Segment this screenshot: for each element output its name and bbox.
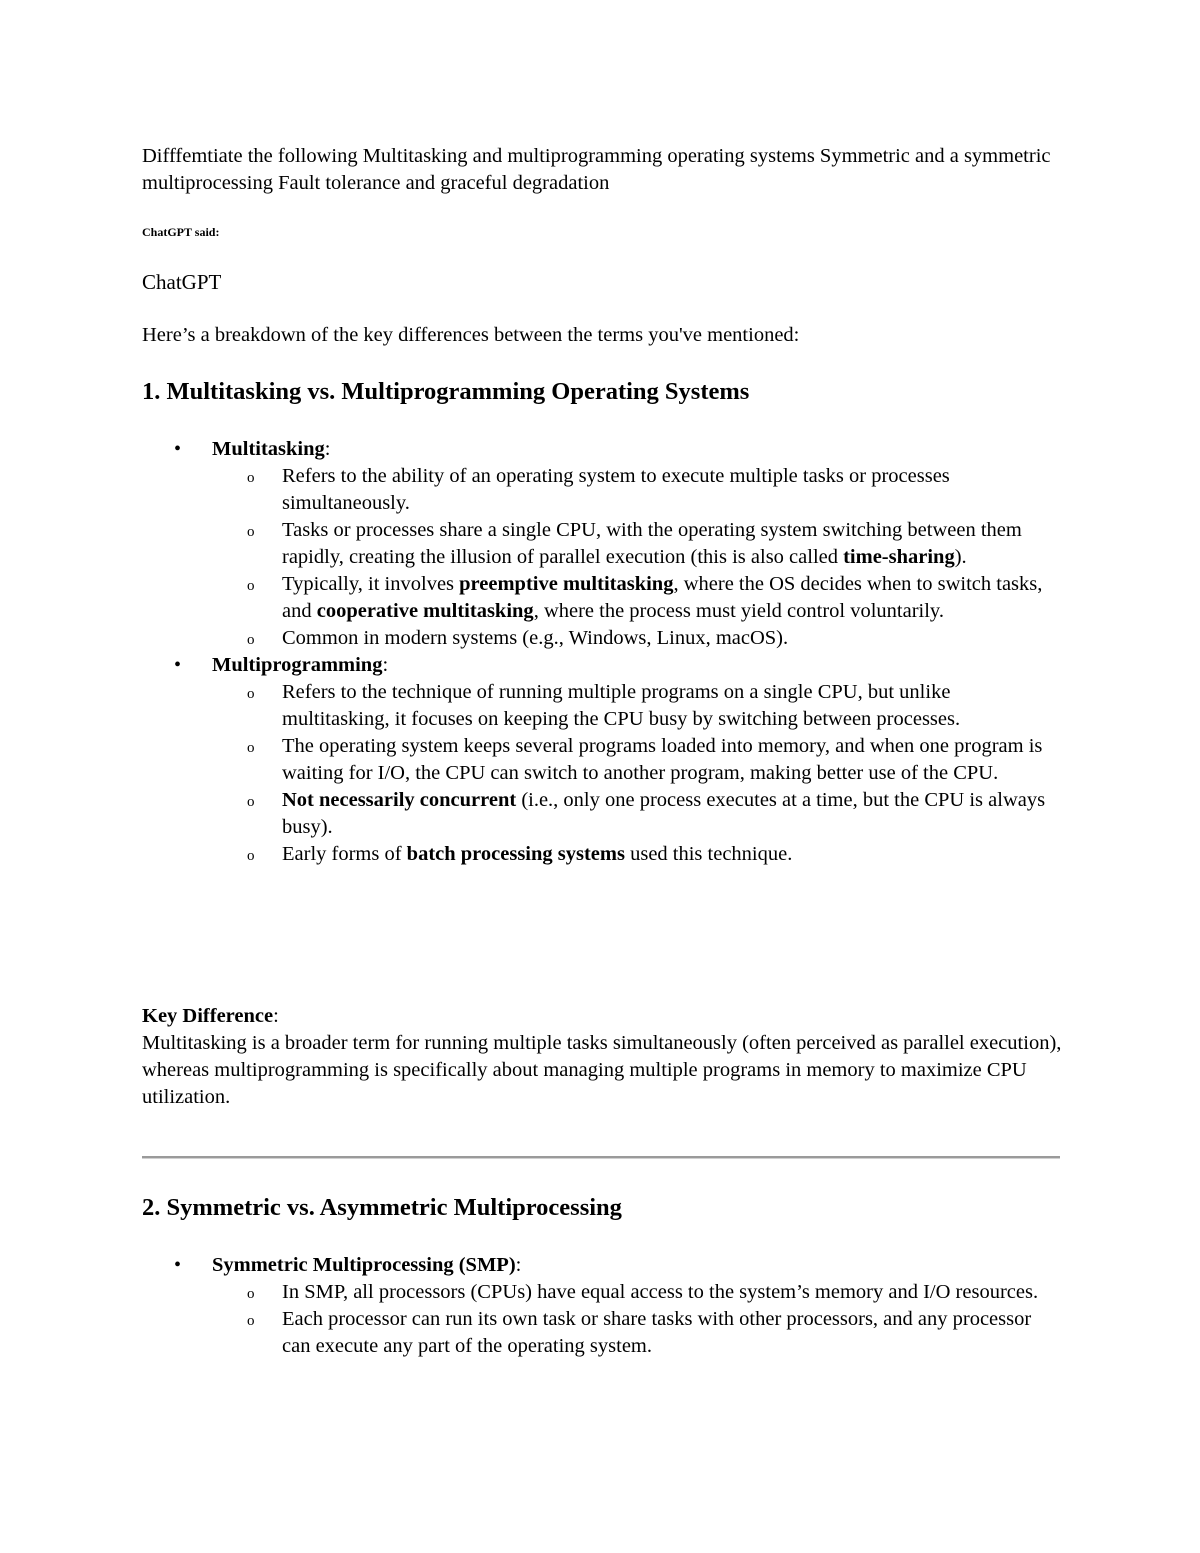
sub-bullet-icon: o bbox=[247, 632, 255, 648]
key-difference-colon: : bbox=[273, 1005, 279, 1027]
bold-term: time-sharing bbox=[843, 546, 955, 568]
bullet-icon: • bbox=[174, 654, 182, 676]
sub-list-item bbox=[142, 517, 1062, 571]
sub-list-item bbox=[142, 841, 1062, 868]
key-difference-label: Key Difference bbox=[142, 1005, 274, 1027]
section-1-heading: 1. Multitasking vs. Multiprogramming Operating Systems bbox=[142, 378, 750, 405]
text-run: , where the OS decides when to switch tasks, and bbox=[282, 573, 1043, 622]
assistant-name: ChatGPT bbox=[142, 270, 222, 294]
bullet-icon: • bbox=[174, 438, 182, 460]
bold-term: Not necessarily concurrent bbox=[282, 789, 517, 811]
sub-bullet-icon: o bbox=[247, 794, 255, 810]
list-item-smp bbox=[142, 1252, 1062, 1279]
intro-text: Here’s a breakdown of the key differences between the terms you've mentioned: bbox=[142, 324, 800, 346]
sub-item-text: The operating system keeps several programs loaded into memory, and when one program is waiting for I/O, the CPU can switch to another program, making better use of the CPU. bbox=[282, 735, 1043, 784]
bullet-icon: • bbox=[174, 1254, 182, 1276]
horizontal-divider bbox=[142, 1156, 1060, 1159]
sub-item-text: Each processor can run its own task or share tasks with other processors, and any processor can execute any part of the operating system. bbox=[282, 1308, 1032, 1357]
text-run: , where the process must yield control voluntarily. bbox=[533, 600, 944, 622]
sub-item-text bbox=[282, 571, 1062, 625]
sub-list-item bbox=[142, 787, 1062, 841]
sub-list-item bbox=[142, 1306, 1062, 1360]
bullet-label: Symmetric Multiprocessing (SMP) bbox=[212, 1254, 516, 1276]
sub-item-text bbox=[282, 841, 1062, 868]
sub-item-text bbox=[282, 787, 1062, 841]
sub-list-item bbox=[142, 571, 1062, 625]
list-item-multiprogramming bbox=[142, 652, 1062, 679]
sub-bullet-icon: o bbox=[247, 740, 255, 756]
user-question: Difffemtiate the following Multitasking and multiprogramming operating systems Symmetric and a symmetric multiprocessing Fault tolerance and graceful degradation bbox=[142, 145, 1051, 194]
text-run: Typically, it involves bbox=[282, 573, 460, 595]
sub-item-text: Refers to the technique of running multiple programs on a single CPU, but unlike multitasking, it focuses on keeping the CPU busy by switching between processes. bbox=[282, 681, 961, 730]
sub-bullet-icon: o bbox=[247, 1313, 255, 1329]
key-difference bbox=[142, 1003, 1062, 1111]
sub-list-item bbox=[142, 733, 1062, 787]
text-run: Tasks or processes share a single CPU, with the operating system switching between them rapidly, creating the illusion of parallel execution (this is also called bbox=[282, 519, 1022, 568]
text-run: (i.e., only one process executes at a time, but the CPU is always busy). bbox=[282, 789, 1046, 838]
text-run: Early forms of bbox=[282, 843, 407, 865]
sub-list-item bbox=[142, 679, 1062, 733]
sub-item-text: Common in modern systems (e.g., Windows, Linux, macOS). bbox=[282, 627, 789, 649]
bullet-label: Multitasking bbox=[212, 438, 325, 460]
sub-item-text bbox=[282, 517, 1062, 571]
bullet-label: Multiprogramming bbox=[212, 654, 383, 676]
section-2-list bbox=[142, 1252, 1062, 1360]
list-item-multitasking bbox=[142, 436, 1062, 463]
sub-bullet-icon: o bbox=[247, 1286, 255, 1302]
bold-term: cooperative multitasking bbox=[316, 600, 534, 622]
bold-term: preemptive multitasking bbox=[459, 573, 674, 595]
bullet-colon: : bbox=[324, 438, 331, 460]
sub-item-text: Refers to the ability of an operating system to execute multiple tasks or processes simultaneously. bbox=[282, 465, 950, 514]
section-1-list bbox=[142, 436, 1062, 868]
sub-bullet-icon: o bbox=[247, 470, 255, 486]
bullet-colon: : bbox=[382, 654, 389, 676]
text-run: ). bbox=[954, 546, 967, 568]
text-run: used this technique. bbox=[624, 843, 793, 865]
sub-bullet-icon: o bbox=[247, 686, 255, 702]
sub-list-item bbox=[142, 1279, 1062, 1306]
sub-bullet-icon: o bbox=[247, 578, 255, 594]
bullet-colon: : bbox=[515, 1254, 522, 1276]
bold-term: batch processing systems bbox=[406, 843, 625, 865]
sub-bullet-icon: o bbox=[247, 524, 255, 540]
sub-list-item bbox=[142, 625, 1062, 652]
sub-bullet-icon: o bbox=[247, 848, 255, 864]
sub-item-text: In SMP, all processors (CPUs) have equal access to the system’s memory and I/O resources. bbox=[282, 1281, 1039, 1303]
key-difference-text: Multitasking is a broader term for running multiple tasks simultaneously (often perceived as parallel execution), whereas multiprogramming is specifically about managing multiple programs in memory to maximize CPU utilization. bbox=[142, 1032, 1062, 1108]
said-label: ChatGPT said: bbox=[142, 225, 220, 239]
section-2-heading: 2. Symmetric vs. Asymmetric Multiprocessing bbox=[142, 1194, 622, 1221]
sub-list-item bbox=[142, 463, 1062, 517]
